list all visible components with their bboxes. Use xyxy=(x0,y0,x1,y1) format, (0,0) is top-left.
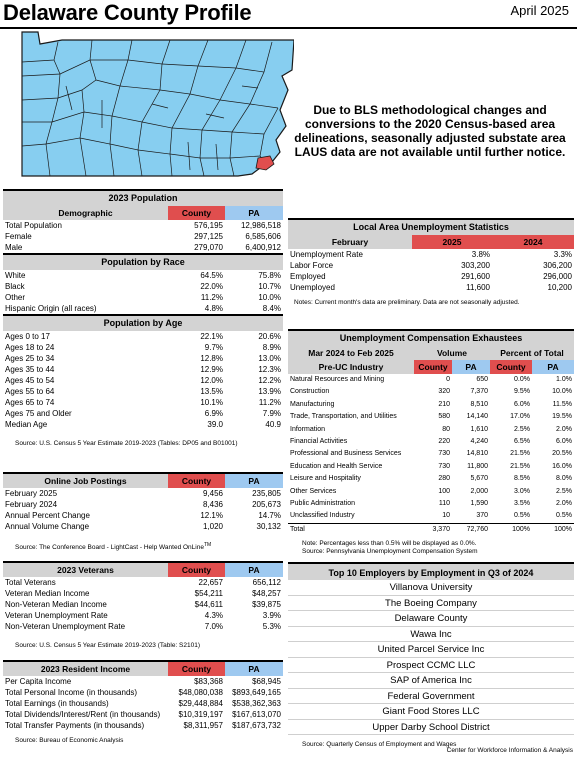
county-value: 9.7% xyxy=(204,343,223,352)
uc-county-percent: 8.5% xyxy=(514,475,530,483)
uc-pa-volume: 14,140 xyxy=(466,413,488,421)
uc-vol-pa-header: PA xyxy=(452,360,490,374)
uc-volume-header: Volume xyxy=(414,346,490,360)
pa-value: 8.9% xyxy=(262,343,281,352)
uc-pa-percent: 6.0% xyxy=(556,438,572,446)
uc-county-percent: 21.5% xyxy=(510,462,530,470)
uc-industry-label: Financial Activities xyxy=(290,438,348,446)
uc-row xyxy=(288,386,574,398)
employers-source: Source: Quarterly Census of Employment and Wages xyxy=(302,741,457,748)
employer-item: Federal Government xyxy=(288,689,574,705)
state-outline xyxy=(22,32,294,176)
jobs-source-text: Source: The Conference Board - LightCast - Help Wanted OnLine xyxy=(15,544,204,552)
row-label: Veteran Unemployment Rate xyxy=(5,611,108,620)
pa-value: 30,132 xyxy=(256,522,281,531)
pa-value: 656,112 xyxy=(252,578,281,587)
income-section xyxy=(3,660,283,746)
uc-pa-percent: 2.0% xyxy=(556,500,572,508)
uc-county-percent: 17.0% xyxy=(510,413,530,421)
uc-county-percent: 0.5% xyxy=(514,512,530,520)
uc-industry-label: Leisure and Hospitality xyxy=(290,475,361,483)
row-label: Ages 45 to 54 xyxy=(5,376,55,385)
uc-county-percent: 6.5% xyxy=(514,438,530,446)
uc-pa-percent: 100% xyxy=(532,523,574,536)
county-value: 7.0% xyxy=(204,622,223,631)
laus-row xyxy=(288,282,574,293)
table-row xyxy=(3,231,283,242)
county-value: 12.8% xyxy=(200,354,223,363)
row-label: Ages 25 to 34 xyxy=(5,354,55,363)
laus-row-label: Unemployed xyxy=(290,283,335,292)
county-value: $44,611 xyxy=(194,600,223,609)
veterans-pa-header: PA xyxy=(225,562,283,577)
employer-item: Wawa Inc xyxy=(288,627,574,643)
pa-value: $39,875 xyxy=(252,600,281,609)
county-value: 297,125 xyxy=(194,232,223,241)
uc-county-volume: 220 xyxy=(438,438,450,446)
laus-section xyxy=(288,218,574,308)
county-value: 6.9% xyxy=(204,409,223,418)
employers-section xyxy=(288,562,574,748)
laus-row xyxy=(288,249,574,260)
delaware-county-highlight xyxy=(256,156,274,170)
row-label: Female xyxy=(5,232,32,241)
row-label: February 2024 xyxy=(5,500,58,509)
county-value: 22.1% xyxy=(200,332,223,341)
employer-item: The Boeing Company xyxy=(288,596,574,612)
row-label: February 2025 xyxy=(5,489,58,498)
row-label: Ages 75 and Older xyxy=(5,409,72,418)
county-value: $29,448,884 xyxy=(178,699,223,708)
employer-item: Delaware County xyxy=(288,611,574,627)
laus-year1-value: 303,200 xyxy=(461,261,490,270)
employer-item: Upper Darby School District xyxy=(288,720,574,736)
pa-value: 3.9% xyxy=(262,611,281,620)
laus-year2-header: 2024 xyxy=(492,235,574,249)
row-label: Ages 35 to 44 xyxy=(5,365,55,374)
table-row xyxy=(3,270,283,281)
pa-value: 40.9 xyxy=(265,420,281,429)
county-value: 4.3% xyxy=(204,611,223,620)
laus-year2-value: 306,200 xyxy=(543,261,572,270)
table-row xyxy=(3,709,283,720)
veterans-source: Source: U.S. Census 5 Year Estimate 2019-2023 (Table: S2101) xyxy=(15,642,200,649)
uc-pa-volume: 11,800 xyxy=(467,462,488,470)
income-county-header: County xyxy=(168,661,225,676)
laus-row-label: Employed xyxy=(290,272,326,281)
pa-value: 11.2% xyxy=(258,398,281,407)
table-row xyxy=(3,242,283,254)
uc-vol-county-header: County xyxy=(414,360,452,374)
uc-row xyxy=(288,436,574,448)
pa-value: 75.8% xyxy=(258,271,281,280)
uc-period-header: Mar 2024 to Feb 2025 xyxy=(288,346,414,360)
uc-title: Unemployment Compensation Exhaustees xyxy=(288,330,574,346)
table-row xyxy=(3,419,283,430)
table-row xyxy=(3,397,283,408)
uc-pa-volume: 5,670 xyxy=(470,475,488,483)
county-value: 9,456 xyxy=(202,489,223,498)
pa-value: 12.2% xyxy=(258,376,281,385)
table-row xyxy=(3,588,283,599)
table-row xyxy=(3,303,283,315)
pa-value: 8.4% xyxy=(262,304,281,313)
population-table xyxy=(3,189,283,449)
employer-item: United Parcel Service Inc xyxy=(288,642,574,658)
county-value: 4.8% xyxy=(204,304,223,313)
laus-year1-value: 11,600 xyxy=(466,283,490,292)
county-header: County xyxy=(168,206,225,220)
row-label: Non-Veteran Median Income xyxy=(5,600,107,609)
laus-year2-value: 10,200 xyxy=(547,283,572,292)
row-label: Median Age xyxy=(5,420,48,429)
uc-row xyxy=(288,510,574,523)
uc-county-volume: 730 xyxy=(438,450,450,458)
county-value: 12.0% xyxy=(200,376,223,385)
race-title: Population by Race xyxy=(3,254,283,270)
county-value: 12.9% xyxy=(200,365,223,374)
county-value: 576,195 xyxy=(194,221,223,230)
table-row xyxy=(3,386,283,397)
uc-pa-volume: 1,590 xyxy=(470,500,488,508)
uc-source: Source: Pennsylvania Unemployment Compensation System xyxy=(302,548,478,556)
row-label: Ages 18 to 24 xyxy=(5,343,55,352)
uc-pa-percent: 8.0% xyxy=(556,475,572,483)
uc-pa-percent: 1.0% xyxy=(556,376,572,383)
employer-item: Giant Food Stores LLC xyxy=(288,704,574,720)
uc-county-percent: 3.0% xyxy=(514,487,530,495)
uc-pa-volume: 7,370 xyxy=(470,388,488,396)
row-label: Total Veterans xyxy=(5,578,56,587)
pa-value: 205,673 xyxy=(252,500,281,509)
uc-row xyxy=(288,448,574,460)
table-row xyxy=(3,698,283,709)
table-row xyxy=(3,720,283,731)
table-row xyxy=(3,521,283,532)
uc-percent-header: Percent of Total xyxy=(490,346,574,360)
uc-pct-county-header: County xyxy=(490,360,532,374)
county-value: 39.0 xyxy=(207,420,223,429)
pa-value: 5.3% xyxy=(262,622,281,631)
uc-county-volume: 730 xyxy=(438,462,450,470)
uc-pa-percent: 11.5% xyxy=(552,400,572,408)
county-value: $10,319,197 xyxy=(178,710,223,719)
laus-title: Local Area Unemployment Statistics xyxy=(288,219,574,235)
veterans-section xyxy=(3,561,283,651)
bls-notice: Due to BLS methodological changes and conversions to the 2020 Census-based area delineations, seasonally adjusted substate area LAUS data are not available until further notice. xyxy=(294,103,566,159)
income-pa-header: PA xyxy=(225,661,283,676)
uc-county-volume: 320 xyxy=(438,388,450,396)
uc-county-volume: 580 xyxy=(438,413,450,421)
jobs-title: Online Job Postings xyxy=(3,473,168,488)
uc-row xyxy=(288,523,574,536)
uc-pa-percent: 19.5% xyxy=(552,413,572,421)
uc-note: Note: Percentages less than 0.5% will be displayed as 0.0%. xyxy=(302,540,477,548)
uc-industry-label: Manufacturing xyxy=(290,400,335,408)
row-label: Ages 55 to 64 xyxy=(5,387,55,396)
county-value: 1,020 xyxy=(202,522,223,531)
pa-value: 10.0% xyxy=(258,293,281,302)
pa-value: 10.7% xyxy=(258,282,281,291)
table-row xyxy=(3,488,283,499)
jobs-section xyxy=(3,472,283,553)
uc-row xyxy=(288,473,574,485)
county-value: 10.1% xyxy=(200,398,223,407)
report-date: April 2025 xyxy=(510,3,569,18)
table-row xyxy=(3,599,283,610)
veterans-table xyxy=(3,561,283,651)
uc-pa-percent: 2.5% xyxy=(556,487,572,495)
table-row xyxy=(3,676,283,687)
uc-county-volume: 3,370 xyxy=(414,523,452,536)
row-label: Ages 0 to 17 xyxy=(5,332,50,341)
pa-value: 235,805 xyxy=(252,489,281,498)
laus-row xyxy=(288,260,574,271)
county-value: 11.2% xyxy=(200,293,223,302)
table-row xyxy=(3,499,283,510)
uc-pa-volume: 650 xyxy=(476,376,488,383)
jobs-table xyxy=(3,472,283,553)
uc-pa-volume: 370 xyxy=(476,512,488,520)
uc-county-volume: 10 xyxy=(442,512,450,520)
table-row xyxy=(3,375,283,386)
row-label: Veteran Median Income xyxy=(5,589,90,598)
row-label: Total Population xyxy=(5,221,62,230)
table-row xyxy=(3,577,283,588)
pa-value: 13.0% xyxy=(258,354,281,363)
uc-row xyxy=(288,411,574,423)
uc-county-percent: 6.0% xyxy=(514,400,530,408)
table-row xyxy=(3,281,283,292)
table-row xyxy=(3,342,283,353)
uc-pa-volume: 2,000 xyxy=(470,487,488,495)
laus-year2-value: 296,000 xyxy=(543,272,572,281)
row-label: Annual Percent Change xyxy=(5,511,90,520)
employer-item: Prospect CCMC LLC xyxy=(288,658,574,674)
trademark-mark: TM xyxy=(203,542,212,548)
row-label: Total Earnings (in thousands) xyxy=(5,699,109,708)
uc-pa-percent: 0.5% xyxy=(556,512,572,520)
income-table xyxy=(3,660,283,746)
jobs-pa-header: PA xyxy=(225,473,283,488)
uc-pa-volume: 14,810 xyxy=(466,450,488,458)
laus-year1-value: 3.8% xyxy=(471,250,490,259)
uc-section xyxy=(288,329,574,556)
pa-value: $538,362,363 xyxy=(232,699,281,708)
table-row xyxy=(3,220,283,231)
uc-pa-percent: 20.5% xyxy=(552,450,572,458)
county-value: 12.1% xyxy=(200,511,223,520)
county-value: 13.5% xyxy=(200,387,223,396)
table-row xyxy=(3,610,283,621)
population-section xyxy=(3,189,283,449)
uc-county-volume: 210 xyxy=(438,400,450,408)
uc-row xyxy=(288,461,574,473)
uc-county-volume: 80 xyxy=(442,425,450,433)
table-row xyxy=(3,353,283,364)
age-title: Population by Age xyxy=(3,315,283,331)
table-row xyxy=(3,687,283,698)
laus-row-label: Unemployment Rate xyxy=(290,250,363,259)
pa-value: 12,986,518 xyxy=(240,221,281,230)
uc-industry-label: Professional and Business Services xyxy=(290,450,402,458)
veterans-title: 2023 Veterans xyxy=(3,562,168,577)
pa-value: 12.3% xyxy=(258,365,281,374)
uc-industry-label: Natural Resources and Mining xyxy=(290,376,385,383)
laus-year1-header: 2025 xyxy=(412,235,492,249)
row-label: Per Capita Income xyxy=(5,677,72,686)
county-value: 64.5% xyxy=(200,271,223,280)
row-label: Hispanic Origin (all races) xyxy=(5,304,97,313)
row-label: Total Personal Income (in thousands) xyxy=(5,688,138,697)
pennsylvania-county-map xyxy=(2,30,294,182)
pa-header: PA xyxy=(225,206,283,220)
uc-row xyxy=(288,498,574,510)
uc-county-volume: 0 xyxy=(446,376,450,383)
pa-value: $167,613,070 xyxy=(232,710,281,719)
employer-item: SAP of America Inc xyxy=(288,673,574,689)
uc-industry-label: Trade, Transportation, and Utilities xyxy=(290,413,397,421)
row-label: Ages 65 to 74 xyxy=(5,398,55,407)
laus-row xyxy=(288,271,574,282)
uc-county-volume: 280 xyxy=(438,475,450,483)
county-value: $83,368 xyxy=(194,677,223,686)
uc-pa-volume: 4,240 xyxy=(470,438,488,446)
table-row xyxy=(3,292,283,303)
employers-title: Top 10 Employers by Employment in Q3 of 2024 xyxy=(288,562,574,580)
row-label: Other xyxy=(5,293,26,302)
employers-list xyxy=(288,580,574,735)
demographic-header: Demographic xyxy=(3,206,168,220)
table-row xyxy=(3,331,283,342)
uc-row xyxy=(288,374,574,386)
uc-pa-percent: 16.0% xyxy=(552,462,572,470)
uc-pa-volume: 72,760 xyxy=(452,523,490,536)
uc-county-volume: 110 xyxy=(438,500,450,508)
uc-industry-label: Other Services xyxy=(290,487,337,495)
laus-table xyxy=(288,218,574,308)
uc-county-percent: 21.5% xyxy=(510,450,530,458)
laus-year1-value: 291,600 xyxy=(461,272,490,281)
row-label: Black xyxy=(5,282,25,291)
row-label: Non-Veteran Unemployment Rate xyxy=(5,622,126,631)
population-source: Source: U.S. Census 5 Year Estimate 2019-2023 (Tables: DP05 and B01001) xyxy=(15,440,238,447)
income-title: 2023 Resident Income xyxy=(3,661,168,676)
uc-industry-label: Total xyxy=(288,523,414,536)
county-value: 22.0% xyxy=(200,282,223,291)
uc-county-percent: 2.5% xyxy=(514,425,530,433)
pa-value: $68,945 xyxy=(252,677,281,686)
uc-industry-label: Education and Health Service xyxy=(290,462,383,470)
county-value: 8,436 xyxy=(202,500,223,509)
county-value: 279,070 xyxy=(194,243,223,252)
pa-value: 7.9% xyxy=(262,409,281,418)
uc-industry-header: Pre-UC Industry xyxy=(288,360,414,374)
county-value: $48,080,038 xyxy=(178,688,223,697)
pa-value: 20.6% xyxy=(258,332,281,341)
uc-row xyxy=(288,399,574,411)
table-row xyxy=(3,364,283,375)
title-rule xyxy=(0,27,577,29)
laus-month-header: February xyxy=(288,235,412,249)
laus-row-label: Labor Force xyxy=(290,261,334,270)
uc-row xyxy=(288,424,574,436)
table-row xyxy=(3,510,283,521)
row-label: Male xyxy=(5,243,23,252)
uc-industry-label: Public Administration xyxy=(290,500,355,508)
uc-industry-label: Unclassified Industry xyxy=(290,512,355,520)
pa-value: $48,257 xyxy=(252,589,281,598)
laus-note: Notes: Current month's data are preliminary. Data are not seasonally adjusted. xyxy=(294,299,520,306)
uc-table xyxy=(288,329,574,556)
county-value: $54,211 xyxy=(194,589,223,598)
pa-value: $187,673,732 xyxy=(232,721,281,730)
laus-year2-value: 3.3% xyxy=(553,250,572,259)
jobs-source xyxy=(3,540,283,553)
footer-credit: Center for Workforce Information & Analysis xyxy=(446,747,573,754)
county-value: 22,657 xyxy=(198,578,223,587)
uc-row xyxy=(288,486,574,498)
uc-pa-volume: 1,610 xyxy=(470,425,488,433)
county-value: $8,311,957 xyxy=(183,721,223,730)
page-title: Delaware County Profile xyxy=(3,0,252,25)
uc-industry-label: Information xyxy=(290,425,326,433)
income-source: Source: Bureau of Economic Analysis xyxy=(15,737,124,744)
employer-item: Villanova University xyxy=(288,580,574,596)
pa-value: 13.9% xyxy=(258,387,281,396)
row-label: Annual Volume Change xyxy=(5,522,90,531)
pa-value: 6,400,912 xyxy=(245,243,281,252)
population-title: 2023 Population xyxy=(3,190,283,206)
uc-county-percent: 9.5% xyxy=(514,388,530,396)
table-row xyxy=(3,408,283,419)
uc-county-percent: 100% xyxy=(490,523,532,536)
uc-pa-percent: 10.0% xyxy=(552,388,572,396)
uc-pa-volume: 8,510 xyxy=(470,400,488,408)
pa-value: 14.7% xyxy=(258,511,281,520)
row-label: White xyxy=(5,271,26,280)
uc-county-volume: 100 xyxy=(438,487,450,495)
uc-county-percent: 3.5% xyxy=(514,500,530,508)
pa-value: 6,585,606 xyxy=(245,232,281,241)
uc-pct-pa-header: PA xyxy=(532,360,574,374)
uc-industry-label: Construction xyxy=(290,388,330,396)
uc-county-percent: 0.0% xyxy=(514,376,530,383)
row-label: Total Dividends/Interest/Rent (in thousands) xyxy=(5,710,161,719)
row-label: Total Transfer Payments (in thousands) xyxy=(5,721,145,730)
veterans-county-header: County xyxy=(168,562,225,577)
table-row xyxy=(3,621,283,632)
uc-pa-percent: 2.0% xyxy=(556,425,572,433)
jobs-county-header: County xyxy=(168,473,225,488)
pa-value: $893,649,165 xyxy=(232,688,281,697)
